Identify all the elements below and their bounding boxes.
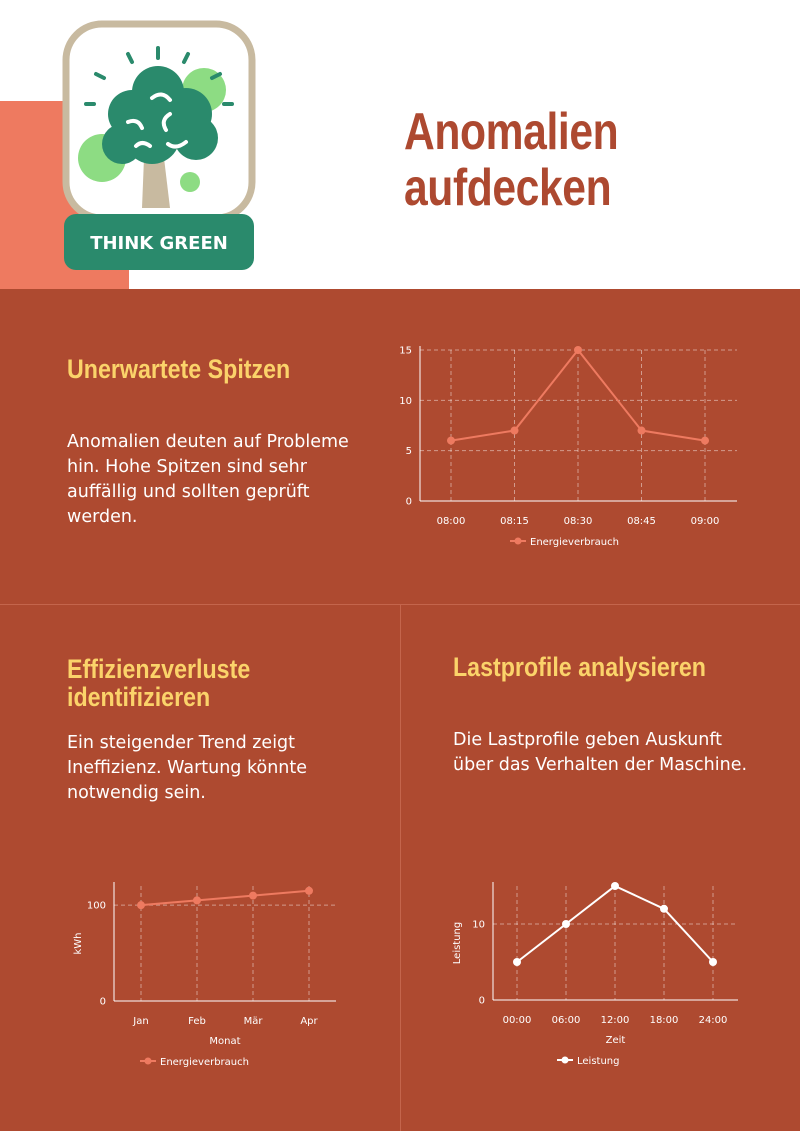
- efficiency-title-line2: identifizieren: [67, 682, 211, 712]
- y-tick-label: 5: [405, 446, 412, 458]
- data-point: [305, 887, 313, 895]
- page-title-line2: aufdecken: [404, 159, 612, 217]
- data-point: [137, 901, 145, 909]
- tree-icon: [66, 24, 252, 218]
- data-point: [638, 427, 646, 435]
- x-tick-label: Feb: [188, 1016, 206, 1027]
- y-tick-label: 100: [86, 900, 106, 912]
- logo-text: THINK GREEN: [90, 233, 228, 254]
- legend-label: Energieverbrauch: [530, 537, 619, 548]
- data-point: [574, 346, 582, 354]
- y-tick-label: 10: [472, 919, 485, 931]
- y-tick-label: 0: [478, 995, 485, 1007]
- page-title-line1: Anomalien: [404, 103, 619, 161]
- data-point: [709, 958, 717, 966]
- loadprofiles-text: Die Lastprofile geben Auskunft über das Verhalten der Maschine.: [453, 730, 748, 775]
- legend-marker: [562, 1057, 569, 1064]
- x-tick-label: 08:00: [436, 516, 466, 527]
- x-tick-label: Jan: [133, 1016, 149, 1027]
- spikes-text: Anomalien deuten auf Probleme hin. Hohe Spitzen sind sehr auffällig und sollten geprüft werden.: [67, 432, 349, 527]
- efficiency-title-line1: Effizienzverluste: [67, 654, 251, 684]
- y-axis-label: kWh: [73, 932, 84, 955]
- efficiency-chart: [60, 870, 360, 1080]
- page-title: [404, 104, 716, 216]
- legend-marker: [145, 1058, 152, 1065]
- vertical-divider: [400, 605, 401, 1131]
- data-point: [447, 437, 455, 445]
- efficiency-title: [67, 655, 342, 711]
- spikes-title: Unerwartete Spitzen: [67, 354, 291, 384]
- x-tick-label: 24:00: [698, 1015, 728, 1026]
- x-tick-label: Apr: [300, 1016, 318, 1027]
- x-tick-label: 09:00: [690, 516, 720, 527]
- y-axis-label: Leistung: [452, 921, 463, 965]
- logo: [56, 18, 266, 278]
- data-point: [193, 896, 201, 904]
- x-tick-label: 08:15: [500, 516, 529, 527]
- loadprofile-chart: [445, 870, 765, 1080]
- data-point: [249, 892, 257, 900]
- x-tick-label: 06:00: [551, 1015, 581, 1026]
- x-axis-label: Zeit: [605, 1035, 626, 1046]
- x-tick-label: Mär: [243, 1016, 263, 1027]
- series-line: [141, 891, 309, 905]
- data-point: [611, 882, 619, 890]
- spikes-chart: [380, 330, 780, 570]
- data-point: [511, 427, 519, 435]
- legend-label: Leistung: [577, 1056, 620, 1067]
- y-tick-label: 0: [99, 996, 106, 1008]
- data-point: [562, 920, 570, 928]
- legend-label: Energieverbrauch: [160, 1057, 249, 1068]
- legend-marker: [515, 538, 522, 545]
- data-point: [660, 905, 668, 913]
- x-tick-label: 08:45: [627, 516, 656, 527]
- y-tick-label: 10: [399, 395, 412, 407]
- x-axis-label: Monat: [209, 1036, 241, 1047]
- x-tick-label: 00:00: [502, 1015, 532, 1026]
- x-tick-label: 08:30: [563, 516, 593, 527]
- data-point: [513, 958, 521, 966]
- data-point: [701, 437, 709, 445]
- y-tick-label: 0: [405, 496, 412, 508]
- x-tick-label: 12:00: [600, 1015, 630, 1026]
- loadprofiles-title: Lastprofile analysieren: [453, 652, 706, 682]
- y-tick-label: 15: [399, 345, 412, 357]
- efficiency-text: Ein steigender Trend zeigt Ineffizienz. Wartung könnte notwendig sein.: [67, 733, 308, 803]
- x-tick-label: 18:00: [649, 1015, 679, 1026]
